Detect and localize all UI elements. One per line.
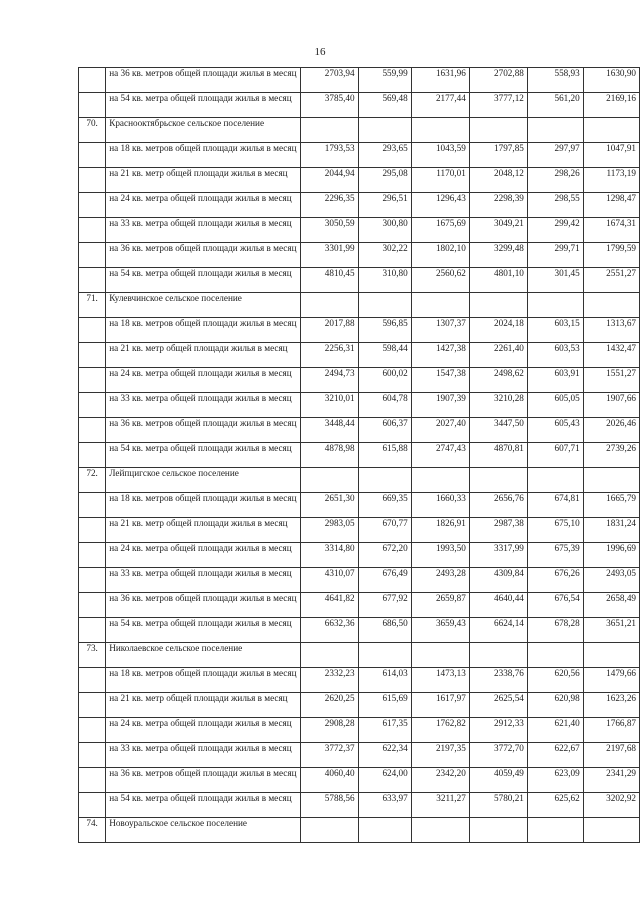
value-cell: 676,49 [358, 568, 411, 593]
value-cell [583, 293, 639, 318]
value-cell: 615,88 [358, 443, 411, 468]
row-label: Лейпцигское сельское поселение [106, 468, 300, 493]
row-number [79, 368, 106, 393]
value-cell: 2493,28 [411, 568, 469, 593]
row-label: на 54 кв. метра общей площади жилья в месяц [106, 793, 300, 818]
value-cell: 2027,40 [411, 418, 469, 443]
value-cell: 3659,43 [411, 618, 469, 643]
row-label: на 24 кв. метра общей площади жилья в месяц [106, 193, 300, 218]
value-cell: 598,44 [358, 343, 411, 368]
value-cell: 561,20 [527, 93, 583, 118]
value-cell: 2026,46 [583, 418, 639, 443]
value-cell: 558,93 [527, 68, 583, 93]
value-cell: 4640,44 [469, 593, 527, 618]
value-cell: 3772,37 [300, 743, 358, 768]
row-number [79, 593, 106, 618]
row-label: на 36 кв. метров общей площади жилья в месяц [106, 243, 300, 268]
value-cell: 1313,67 [583, 318, 639, 343]
value-cell [469, 118, 527, 143]
table-row [79, 593, 640, 618]
value-cell: 2747,43 [411, 443, 469, 468]
row-label: на 18 кв. метров общей площади жилья в месяц [106, 493, 300, 518]
value-cell: 2493,05 [583, 568, 639, 593]
value-cell: 2908,28 [300, 718, 358, 743]
value-cell: 1802,10 [411, 243, 469, 268]
value-cell: 1675,69 [411, 218, 469, 243]
value-cell: 1623,26 [583, 693, 639, 718]
table-row [79, 193, 640, 218]
value-cell: 2332,23 [300, 668, 358, 693]
row-number [79, 493, 106, 518]
row-label: на 54 кв. метра общей площади жилья в месяц [106, 93, 300, 118]
table-body [79, 68, 640, 843]
value-cell [358, 643, 411, 668]
value-cell: 3651,21 [583, 618, 639, 643]
row-number [79, 93, 106, 118]
row-label: на 21 кв. метр общей площади жилья в месяц [106, 518, 300, 543]
value-cell: 2551,27 [583, 268, 639, 293]
value-cell: 686,50 [358, 618, 411, 643]
row-label: Кулевчинское сельское поселение [106, 293, 300, 318]
value-cell: 3210,01 [300, 393, 358, 418]
value-cell: 3777,12 [469, 93, 527, 118]
value-cell: 4810,45 [300, 268, 358, 293]
value-cell: 2341,29 [583, 768, 639, 793]
value-cell [300, 468, 358, 493]
table-row [79, 343, 640, 368]
value-cell: 302,22 [358, 243, 411, 268]
value-cell [469, 468, 527, 493]
table-row [79, 68, 640, 93]
value-cell: 1547,38 [411, 368, 469, 393]
value-cell: 4060,40 [300, 768, 358, 793]
table-row [79, 518, 640, 543]
value-cell: 1660,33 [411, 493, 469, 518]
row-label: на 33 кв. метра общей площади жилья в месяц [106, 743, 300, 768]
row-number [79, 68, 106, 93]
row-label: на 33 кв. метра общей площади жилья в месяц [106, 568, 300, 593]
row-label: на 54 кв. метра общей площади жилья в месяц [106, 618, 300, 643]
value-cell: 623,09 [527, 768, 583, 793]
table-row [79, 118, 640, 143]
value-cell: 6624,14 [469, 618, 527, 643]
value-cell: 296,51 [358, 193, 411, 218]
value-cell: 4309,84 [469, 568, 527, 593]
row-label: на 18 кв. метров общей площади жилья в месяц [106, 668, 300, 693]
value-cell [527, 643, 583, 668]
row-number [79, 168, 106, 193]
value-cell: 3772,70 [469, 743, 527, 768]
value-cell: 675,10 [527, 518, 583, 543]
table-row [79, 218, 640, 243]
value-cell: 2912,33 [469, 718, 527, 743]
value-cell: 4310,07 [300, 568, 358, 593]
table-row [79, 643, 640, 668]
value-cell [300, 643, 358, 668]
value-cell: 2739,26 [583, 443, 639, 468]
value-cell: 300,80 [358, 218, 411, 243]
value-cell: 633,97 [358, 793, 411, 818]
value-cell: 624,00 [358, 768, 411, 793]
value-cell: 1479,66 [583, 668, 639, 693]
row-number [79, 418, 106, 443]
value-cell [411, 293, 469, 318]
row-number [79, 693, 106, 718]
value-cell: 3050,59 [300, 218, 358, 243]
value-cell: 674,81 [527, 493, 583, 518]
value-cell [411, 818, 469, 843]
row-label: на 21 кв. метр общей площади жилья в месяц [106, 343, 300, 368]
value-cell: 620,56 [527, 668, 583, 693]
value-cell: 2702,88 [469, 68, 527, 93]
value-cell: 2261,40 [469, 343, 527, 368]
row-label: на 36 кв. метров общей площади жилья в месяц [106, 593, 300, 618]
row-number: 72. [79, 468, 106, 493]
value-cell: 5780,21 [469, 793, 527, 818]
value-cell [469, 293, 527, 318]
value-cell: 604,78 [358, 393, 411, 418]
value-cell [583, 818, 639, 843]
row-number: 71. [79, 293, 106, 318]
table-row [79, 143, 640, 168]
table-row [79, 443, 640, 468]
value-cell [469, 643, 527, 668]
row-number [79, 568, 106, 593]
value-cell: 2296,35 [300, 193, 358, 218]
value-cell: 603,91 [527, 368, 583, 393]
value-cell: 676,54 [527, 593, 583, 618]
row-label: на 36 кв. метров общей площади жилья в месяц [106, 418, 300, 443]
value-cell: 606,37 [358, 418, 411, 443]
value-cell: 677,92 [358, 593, 411, 618]
value-cell [300, 818, 358, 843]
table-row [79, 718, 640, 743]
value-cell: 2177,44 [411, 93, 469, 118]
value-cell: 1432,47 [583, 343, 639, 368]
row-label: на 24 кв. метра общей площади жилья в месяц [106, 718, 300, 743]
row-number [79, 768, 106, 793]
value-cell [358, 468, 411, 493]
row-label: Николаевское сельское поселение [106, 643, 300, 668]
value-cell: 596,85 [358, 318, 411, 343]
value-cell: 298,26 [527, 168, 583, 193]
value-cell: 295,08 [358, 168, 411, 193]
value-cell: 298,55 [527, 193, 583, 218]
value-cell: 2560,62 [411, 268, 469, 293]
value-cell: 3049,21 [469, 218, 527, 243]
table-row [79, 318, 640, 343]
value-cell [358, 118, 411, 143]
value-cell: 1766,87 [583, 718, 639, 743]
row-label: на 21 кв. метр общей площади жилья в месяц [106, 168, 300, 193]
value-cell [358, 818, 411, 843]
value-cell: 1296,43 [411, 193, 469, 218]
value-cell: 559,99 [358, 68, 411, 93]
row-label: на 54 кв. метра общей площади жилья в месяц [106, 268, 300, 293]
value-cell: 3211,27 [411, 793, 469, 818]
value-cell: 622,67 [527, 743, 583, 768]
value-cell: 605,05 [527, 393, 583, 418]
row-label: на 33 кв. метра общей площади жилья в месяц [106, 393, 300, 418]
value-cell: 1047,91 [583, 143, 639, 168]
row-label: на 21 кв. метр общей площади жилья в месяц [106, 693, 300, 718]
table-row [79, 268, 640, 293]
row-number [79, 343, 106, 368]
value-cell [358, 293, 411, 318]
value-cell [527, 468, 583, 493]
table-row [79, 768, 640, 793]
value-cell: 600,02 [358, 368, 411, 393]
value-cell [411, 643, 469, 668]
value-cell: 617,35 [358, 718, 411, 743]
value-cell: 6632,36 [300, 618, 358, 643]
value-cell: 4878,98 [300, 443, 358, 468]
value-cell: 2703,94 [300, 68, 358, 93]
value-cell: 2338,76 [469, 668, 527, 693]
value-cell: 676,26 [527, 568, 583, 593]
value-cell: 1043,59 [411, 143, 469, 168]
value-cell: 4870,81 [469, 443, 527, 468]
row-number [79, 743, 106, 768]
value-cell: 1631,96 [411, 68, 469, 93]
value-cell: 1617,97 [411, 693, 469, 718]
row-number [79, 518, 106, 543]
value-cell: 2024,18 [469, 318, 527, 343]
row-number [79, 243, 106, 268]
value-cell: 2983,05 [300, 518, 358, 543]
value-cell: 621,40 [527, 718, 583, 743]
value-cell: 2494,73 [300, 368, 358, 393]
value-cell [469, 818, 527, 843]
table-row [79, 468, 640, 493]
value-cell: 2987,38 [469, 518, 527, 543]
row-label: на 54 кв. метра общей площади жилья в месяц [106, 443, 300, 468]
value-cell: 1797,85 [469, 143, 527, 168]
row-number [79, 543, 106, 568]
value-cell: 607,71 [527, 443, 583, 468]
table-row [79, 818, 640, 843]
row-number [79, 318, 106, 343]
value-cell: 2625,54 [469, 693, 527, 718]
row-label: на 18 кв. метров общей площади жилья в месяц [106, 143, 300, 168]
value-cell: 1173,19 [583, 168, 639, 193]
row-number: 73. [79, 643, 106, 668]
row-number [79, 618, 106, 643]
value-cell: 3210,28 [469, 393, 527, 418]
value-cell: 678,28 [527, 618, 583, 643]
value-cell: 2658,49 [583, 593, 639, 618]
row-number: 70. [79, 118, 106, 143]
value-cell: 1307,37 [411, 318, 469, 343]
value-cell: 2659,87 [411, 593, 469, 618]
value-cell [300, 293, 358, 318]
value-cell: 1630,90 [583, 68, 639, 93]
value-cell: 1551,27 [583, 368, 639, 393]
value-cell: 3299,48 [469, 243, 527, 268]
row-label: на 36 кв. метров общей площади жилья в месяц [106, 68, 300, 93]
value-cell: 4059,49 [469, 768, 527, 793]
value-cell [527, 293, 583, 318]
value-cell: 2169,16 [583, 93, 639, 118]
value-cell: 1665,79 [583, 493, 639, 518]
value-cell [411, 468, 469, 493]
table-row [79, 493, 640, 518]
table-row [79, 168, 640, 193]
value-cell: 1762,82 [411, 718, 469, 743]
value-cell: 3301,99 [300, 243, 358, 268]
value-cell: 2197,35 [411, 743, 469, 768]
row-number [79, 793, 106, 818]
value-cell: 2656,76 [469, 493, 527, 518]
table-row [79, 368, 640, 393]
value-cell: 625,62 [527, 793, 583, 818]
value-cell: 293,65 [358, 143, 411, 168]
value-cell: 3314,80 [300, 543, 358, 568]
row-label: на 24 кв. метра общей площади жилья в месяц [106, 543, 300, 568]
value-cell: 2498,62 [469, 368, 527, 393]
table-row [79, 668, 640, 693]
value-cell: 622,34 [358, 743, 411, 768]
value-cell: 3317,99 [469, 543, 527, 568]
value-cell: 569,48 [358, 93, 411, 118]
value-cell [583, 468, 639, 493]
value-cell: 1674,31 [583, 218, 639, 243]
value-cell [527, 818, 583, 843]
row-label: на 18 кв. метров общей площади жилья в месяц [106, 318, 300, 343]
table-row [79, 243, 640, 268]
table-row [79, 418, 640, 443]
value-cell: 2197,68 [583, 743, 639, 768]
row-number [79, 268, 106, 293]
row-number [79, 143, 106, 168]
value-cell: 1170,01 [411, 168, 469, 193]
value-cell: 1993,50 [411, 543, 469, 568]
value-cell [300, 118, 358, 143]
table-row [79, 393, 640, 418]
tariff-table [78, 67, 640, 843]
value-cell: 2298,39 [469, 193, 527, 218]
value-cell: 301,45 [527, 268, 583, 293]
value-cell: 1799,59 [583, 243, 639, 268]
value-cell: 4641,82 [300, 593, 358, 618]
value-cell: 1996,69 [583, 543, 639, 568]
table-row [79, 793, 640, 818]
row-number [79, 443, 106, 468]
value-cell: 2256,31 [300, 343, 358, 368]
table-row [79, 618, 640, 643]
value-cell: 2651,30 [300, 493, 358, 518]
value-cell: 2048,12 [469, 168, 527, 193]
table-row [79, 93, 640, 118]
value-cell: 2044,94 [300, 168, 358, 193]
value-cell: 1831,24 [583, 518, 639, 543]
value-cell: 2017,88 [300, 318, 358, 343]
value-cell: 310,80 [358, 268, 411, 293]
table-row [79, 568, 640, 593]
table-row [79, 693, 640, 718]
value-cell [583, 118, 639, 143]
table-row [79, 293, 640, 318]
row-label: на 36 кв. метров общей площади жилья в месяц [106, 768, 300, 793]
value-cell: 1427,38 [411, 343, 469, 368]
value-cell: 299,42 [527, 218, 583, 243]
row-number: 74. [79, 818, 106, 843]
row-label: Новоуральское сельское поселение [106, 818, 300, 843]
value-cell: 1793,53 [300, 143, 358, 168]
row-number [79, 218, 106, 243]
value-cell: 299,71 [527, 243, 583, 268]
value-cell: 1298,47 [583, 193, 639, 218]
value-cell: 672,20 [358, 543, 411, 568]
value-cell: 4801,10 [469, 268, 527, 293]
value-cell: 297,97 [527, 143, 583, 168]
row-label: Краснооктябрьское сельское поселение [106, 118, 300, 143]
value-cell: 3447,50 [469, 418, 527, 443]
value-cell: 603,53 [527, 343, 583, 368]
value-cell: 5788,56 [300, 793, 358, 818]
table-row [79, 743, 640, 768]
value-cell: 1473,13 [411, 668, 469, 693]
value-cell: 1907,66 [583, 393, 639, 418]
value-cell: 620,98 [527, 693, 583, 718]
row-label: на 24 кв. метра общей площади жилья в месяц [106, 368, 300, 393]
value-cell: 670,77 [358, 518, 411, 543]
value-cell: 1826,91 [411, 518, 469, 543]
value-cell: 675,39 [527, 543, 583, 568]
value-cell: 669,35 [358, 493, 411, 518]
row-number [79, 193, 106, 218]
value-cell: 2342,20 [411, 768, 469, 793]
value-cell: 3202,92 [583, 793, 639, 818]
value-cell: 3448,44 [300, 418, 358, 443]
row-number [79, 668, 106, 693]
value-cell: 615,69 [358, 693, 411, 718]
value-cell [411, 118, 469, 143]
value-cell: 2620,25 [300, 693, 358, 718]
table-row [79, 543, 640, 568]
value-cell: 3785,40 [300, 93, 358, 118]
value-cell [527, 118, 583, 143]
value-cell: 603,15 [527, 318, 583, 343]
value-cell [583, 643, 639, 668]
row-number [79, 718, 106, 743]
page-number: 16 [314, 46, 326, 58]
value-cell: 605,43 [527, 418, 583, 443]
row-label: на 33 кв. метра общей площади жилья в месяц [106, 218, 300, 243]
row-number [79, 393, 106, 418]
value-cell: 614,03 [358, 668, 411, 693]
value-cell: 1907,39 [411, 393, 469, 418]
